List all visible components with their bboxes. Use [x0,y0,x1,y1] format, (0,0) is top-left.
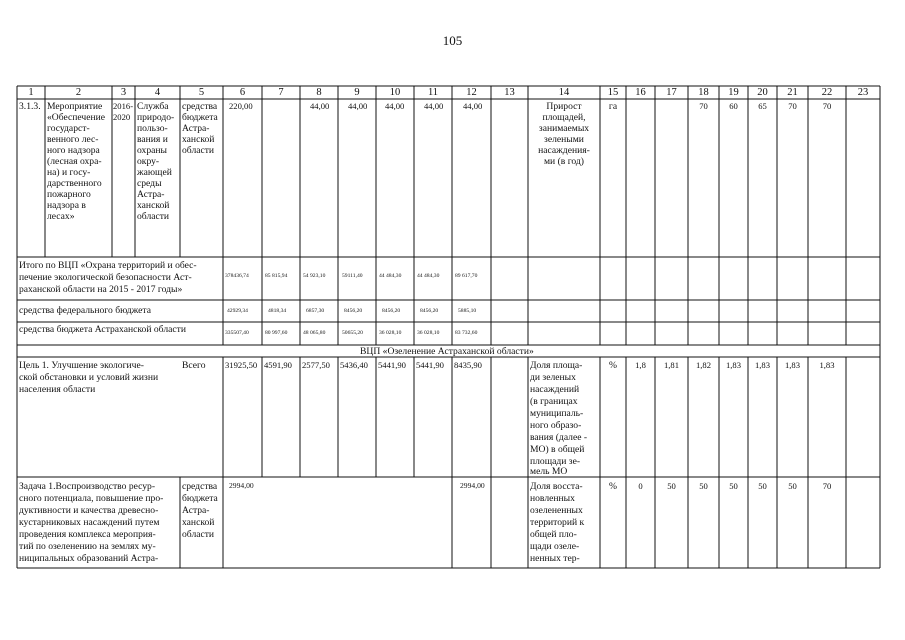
row-313-executor-line: ханской [137,200,170,211]
row-313-c19: 60 [729,101,738,111]
row-313-c21: 70 [788,101,797,111]
federal-row-c11: 8456,20 [420,308,439,314]
row-313-c9: 44,00 [348,101,368,111]
header-col-8: 8 [316,87,322,98]
header-col-13: 13 [504,87,515,98]
goal-row-c20: 1,83 [754,360,771,370]
task-source-line: бюджета [182,493,218,504]
header-col-14: 14 [558,87,570,98]
header-col-6: 6 [239,87,246,98]
goal-indicator-line: мель МО [530,466,568,477]
row-313-indicator-line: зелеными [544,134,584,145]
row-313-c18: 70 [699,101,708,111]
task-label-line: кустарниковых насаждений путем [19,517,160,528]
row-313-indicator-line: занимаемых [538,123,590,134]
row-313-executor-line: окру- [137,156,160,167]
row-313-source-line: области [182,145,215,156]
task-indicator-line: озелененных [530,505,583,516]
regional-row-c7: 80 997,60 [265,330,288,336]
row-313-source-line: средства [182,101,218,112]
row-313-name-line: венного лес- [47,134,99,145]
header-col-1: 1 [28,87,34,98]
task-indicator-line: территорий к [530,517,585,528]
goal-row-c18: 1,82 [695,360,712,370]
goal-indicator-line: МО) в общей [530,444,585,455]
header-col-10: 10 [389,87,401,98]
total-vcp-c10: 44 484,30 [379,273,402,279]
header-col-20: 20 [757,87,768,98]
goal-row-c22: 1,83 [819,360,835,370]
goal-row-c21: 1,83 [784,360,801,370]
regional-row-c8: 48 065,80 [303,330,326,336]
row-313-executor-line: области [137,211,170,222]
row-313-code: 3.1.3. [19,101,41,112]
regional-row-c6: 335507,40 [225,330,249,336]
row-313-name-line: государст- [47,123,90,134]
task-label-line: Задача 1.Воспроизводство ресур- [19,481,156,492]
row-313-name-line: Мероприятие [47,101,103,112]
row-313-c12: 44,00 [463,101,483,111]
task-row-c20: 50 [758,481,767,491]
total-vcp-c6: 378436,74 [225,273,249,279]
header-col-7: 7 [278,87,284,98]
task-row-c19: 50 [729,481,738,491]
task-indicator-line: ненных тер- [530,553,580,564]
goal-indicator-line: муниципаль- [530,408,584,419]
goal-row-c11: 5441,90 [416,360,444,370]
task-label-line: тий по озеленению на землях му- [19,541,156,552]
task-row-c22: 70 [822,481,832,491]
total-vcp-c8: 54 923,10 [303,273,326,279]
goal-indicator-line: Доля площа- [530,360,583,371]
row-313-unit: га [608,101,618,112]
federal-row-c6: 42929,34 [227,308,248,314]
goal-row-c7: 4591,90 [264,360,292,370]
task-row-c17: 50 [667,481,676,491]
row-313-name-line: дарственного [47,178,102,189]
goal-indicator-line: (в границах [530,396,578,407]
task-row-c16: 0 [638,481,643,491]
regional-row-label: средства бюджета Астраханской области [19,324,186,335]
task-source-line: средства [182,481,218,492]
total-vcp-label-line: раханской области на 2015 - 2017 годы» [19,284,183,295]
row-313-indicator-line: Прирост [546,101,582,112]
row-313-name-line: (лесная охра- [47,156,102,167]
goal-row-c9: 5436,40 [340,360,368,370]
header-col-23: 23 [857,87,869,98]
row-313-executor-line: пользо- [137,123,168,134]
task-label-line: сного потенциала, повышение про- [19,493,164,504]
task-source-line: области [182,529,215,540]
row-313-c10: 44,00 [385,101,405,111]
row-313-period-start: 2016- [113,101,134,111]
row-313-c20: 65 [758,101,767,111]
row-313-executor-line: жающей [137,167,172,178]
row-313-source-line: ханской [182,134,215,145]
federal-row-c9: 8456,20 [344,308,363,314]
row-313-indicator-line: площадей, [542,112,586,123]
task-label-line: дуктивности и качества древесно- [19,505,159,516]
header-col-21: 21 [787,87,798,98]
goal-row-c16: 1,8 [635,360,646,370]
regional-row-c9: 50655,20 [342,330,363,336]
goal-row-c8: 2577,50 [302,360,330,370]
federal-row-c8: 6857,30 [306,308,325,314]
goal-indicator-line: вания (далее - [530,432,588,443]
goal-indicator-line: ди зеленых [530,372,576,383]
row-313-name-line: на) и госу- [47,167,91,178]
regional-row-c10: 36 028,10 [379,330,402,336]
row-313-indicator-line: насаждения- [538,145,590,156]
task-label-line: проведения комплекса мероприя- [19,529,156,540]
row-313-c6: 220,00 [229,101,253,111]
row-313-c22: 70 [822,101,832,111]
section-title: ВЦП «Озеленение Астраханской области» [360,346,534,357]
row-313-source-line: Астра- [182,123,210,134]
task-row-c18: 50 [699,481,708,491]
header-col-17: 17 [666,87,677,98]
header-col-15: 15 [607,87,619,98]
task-source-line: Астра- [182,505,210,516]
goal-row-c6: 31925,50 [225,360,258,370]
task-indicator-line: Доля восста- [530,481,583,492]
row-313-executor-line: Служба [137,101,169,112]
total-vcp-label-line: печение экологической безопасности Аст- [19,272,192,283]
goal-label-line: Цель 1. Улучшение экологиче- [19,360,144,371]
row-313-executor-line: Астра- [137,189,165,200]
header-col-16: 16 [635,87,646,98]
federal-row-c7: 4818,34 [268,308,287,314]
row-313-c11: 44,00 [424,101,444,111]
task-label-line: ниципальных образований Астра- [19,553,159,564]
header-col-5: 5 [198,87,205,98]
row-313-name-line: пожарного [47,189,91,200]
task-row-unit: % [609,481,617,492]
header-col-12: 12 [466,87,477,98]
task-row-c6: 2994,00 [229,481,254,490]
federal-row-label: средства федерального бюджета [19,305,151,316]
goal-row-source: Всего [182,360,206,371]
row-313-name-line: ного надзора [47,145,100,156]
total-vcp-c12: 89 617,70 [455,273,478,279]
row-313-executor-line: природо- [137,112,175,123]
goal-indicator-line: насаждений [530,384,580,395]
task-indicator-line: новленных [530,493,575,504]
header-col-9: 9 [354,87,360,98]
page-number: 105 [442,33,463,48]
goal-row-c17: 1,81 [663,360,680,370]
goal-row-c10: 5441,90 [378,360,406,370]
row-313-name-line: надзора в [47,200,86,211]
regional-row-c11: 36 028,10 [417,330,440,336]
goal-row-unit: % [609,360,617,371]
goal-label-line: населения области [19,384,96,395]
row-313-c8: 44,00 [310,101,330,111]
row-313-executor-line: среды [137,178,162,189]
task-source-line: ханской [182,517,215,528]
row-313-name-line: лесах» [47,211,75,222]
total-vcp-label-line: Итого по ВЦП «Охрана территорий и обес- [19,260,197,271]
header-col-2: 2 [75,87,82,98]
header-col-3: 3 [120,87,127,98]
task-indicator-line: общей пло- [530,529,577,540]
header-col-18: 18 [698,87,709,98]
row-313-period-end: 2020 [113,112,131,122]
header-col-19: 19 [728,87,739,98]
row-313-indicator-line: ми (в год) [543,156,585,167]
goal-indicator-line: площади зе- [530,456,581,467]
row-313-executor-line: вания и [137,134,168,145]
header-col-11: 11 [427,87,439,98]
row-313-name-line: «Обеспечение [47,112,105,123]
task-indicator-line: щади озеле- [530,541,580,552]
total-vcp-c9: 59111,40 [342,273,363,279]
goal-label-line: ской обстановки и условий жизни [19,372,159,383]
goal-row-c19: 1,83 [725,360,742,370]
federal-row-c10: 8456,20 [382,308,401,314]
regional-row-c12: 83 732,60 [455,330,478,336]
row-313-source-line: бюджета [182,112,218,123]
header-col-22: 22 [821,87,833,98]
task-row-c12: 2994,00 [460,481,485,490]
header-col-4: 4 [154,87,161,98]
total-vcp-c11: 44 484,30 [417,273,440,279]
row-313-executor-line: охраны [137,145,167,156]
total-vcp-c7: 85 815,94 [265,273,288,279]
federal-row-c12: 5885,10 [458,308,477,314]
task-row-c21: 50 [788,481,797,491]
goal-indicator-line: ного образо- [530,420,582,431]
goal-row-c12: 8435,90 [454,360,482,370]
